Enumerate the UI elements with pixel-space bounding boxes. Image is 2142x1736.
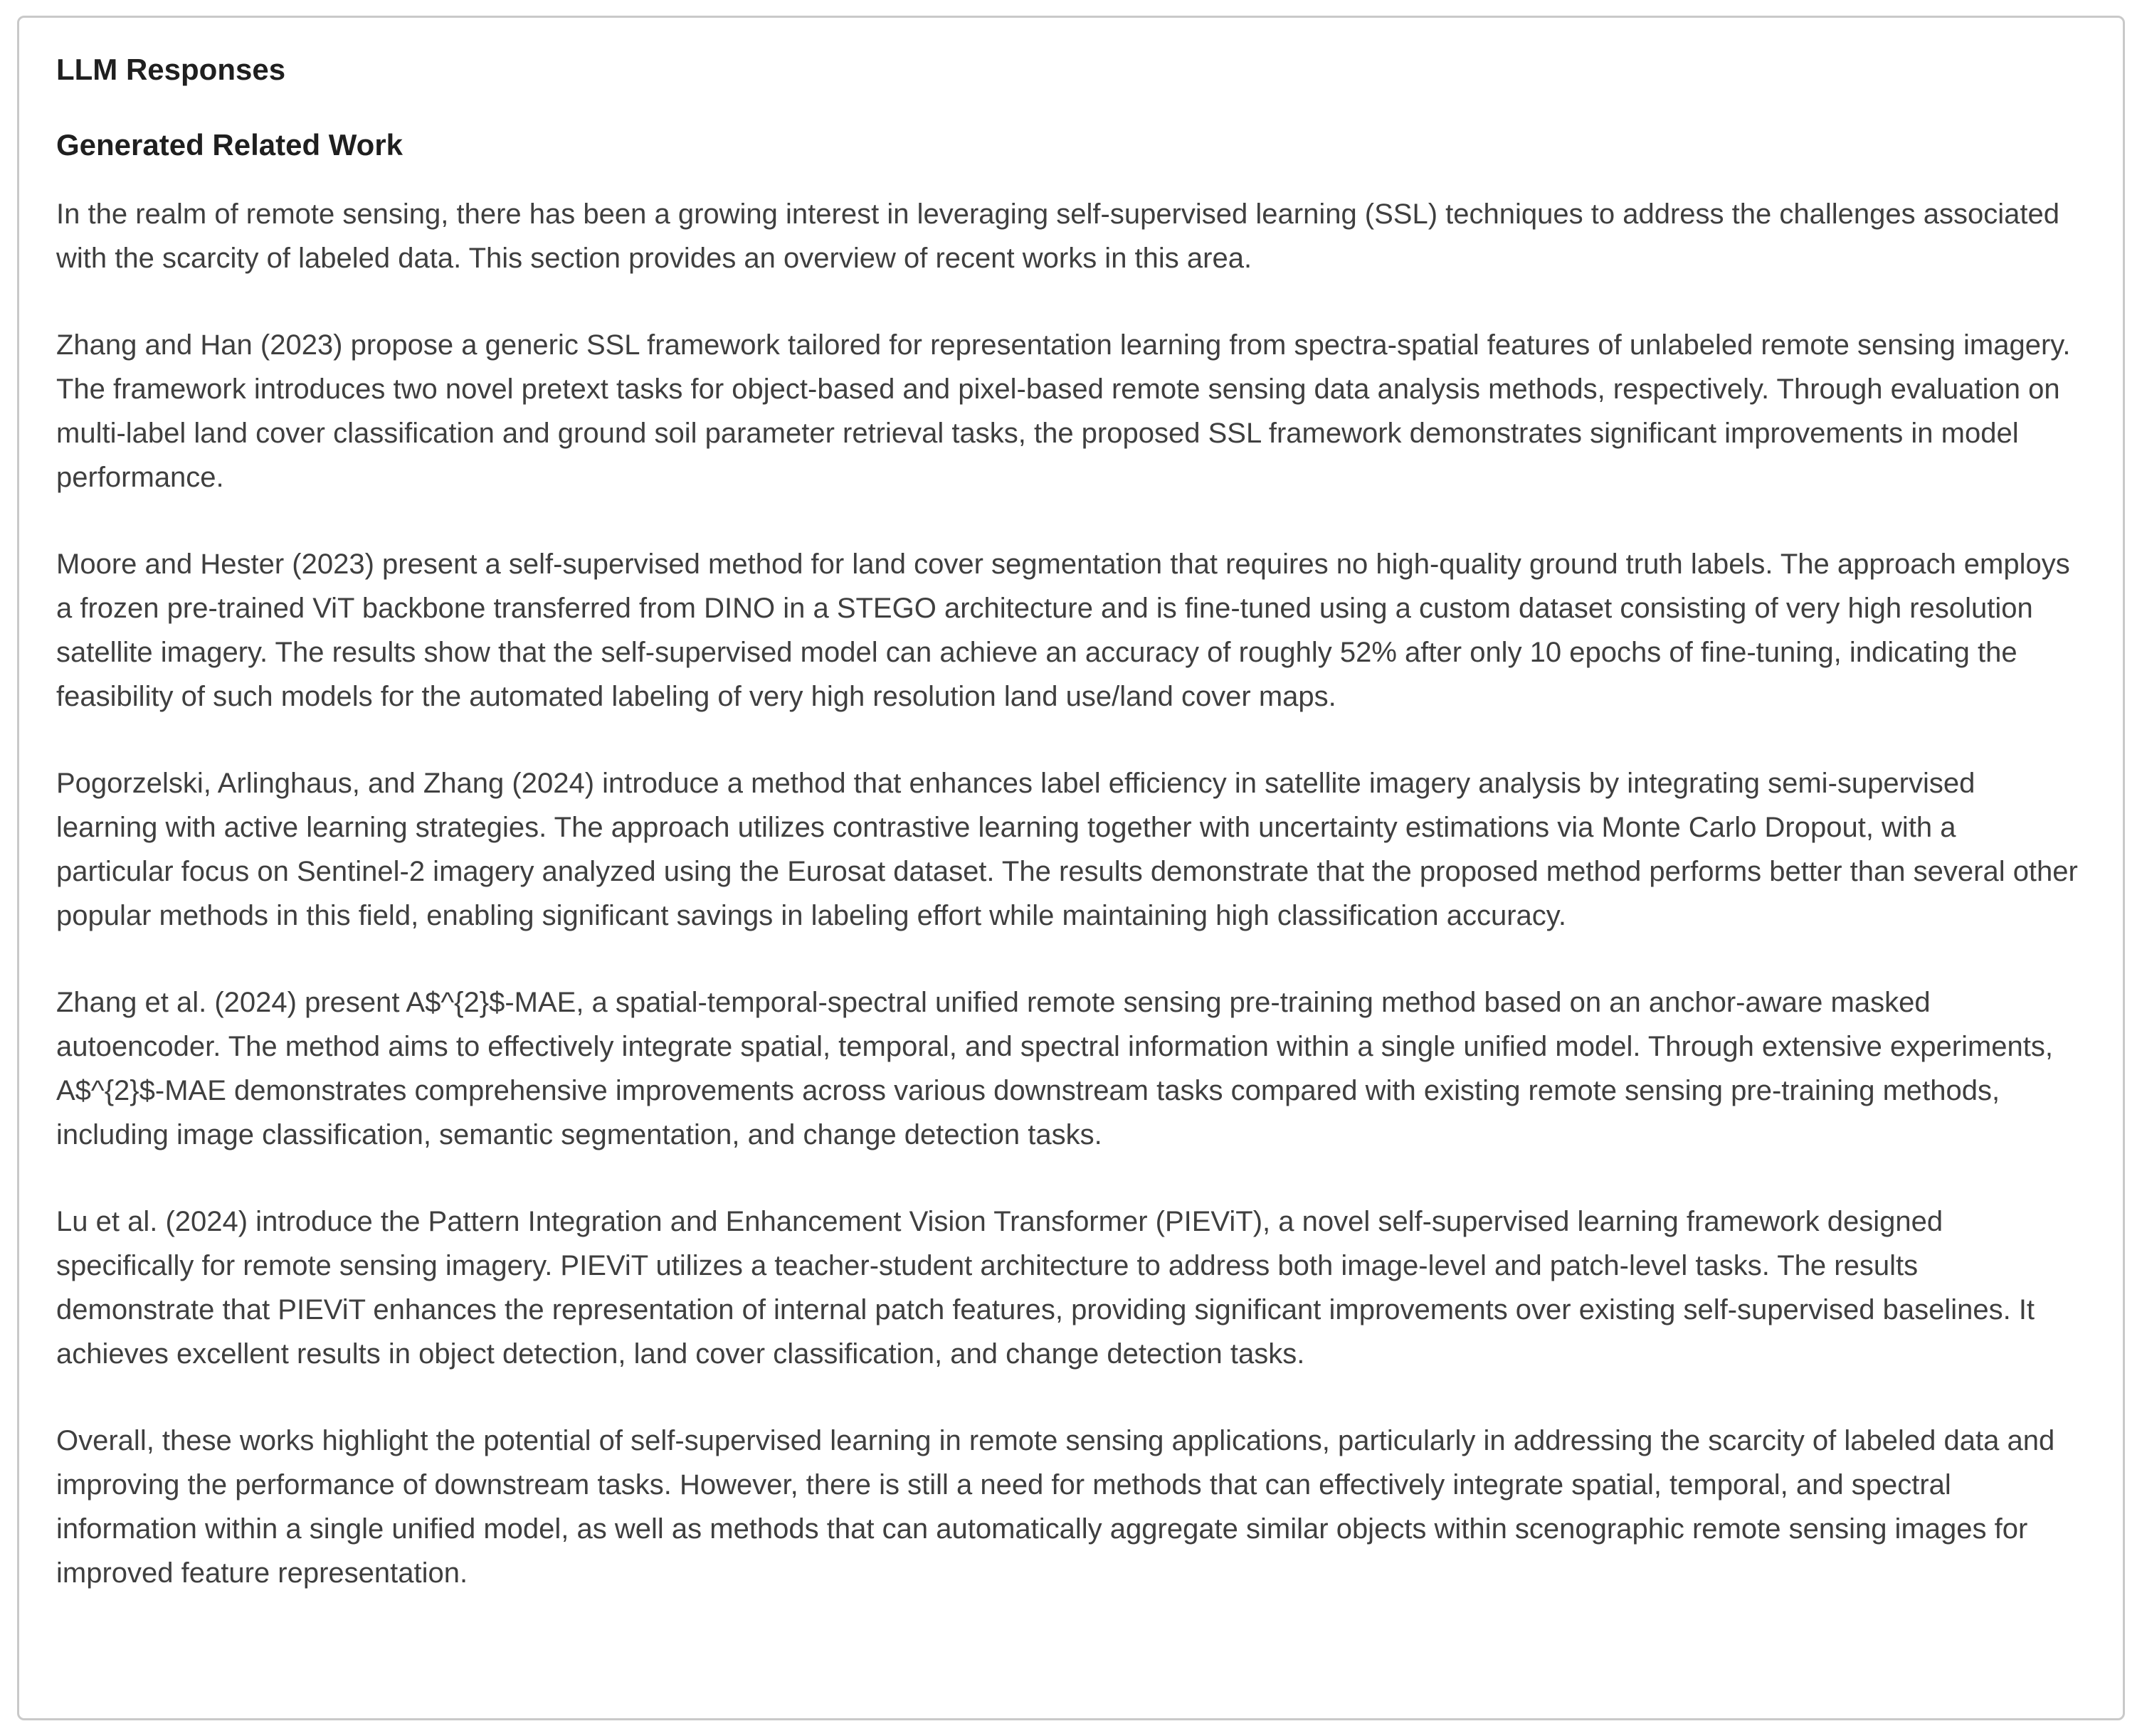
paragraph-conclusion: Overall, these works highlight the potential of self-supervised learning in remote sensing applications, particularly in addressing the scarcity of labeled data and improving the performance of downstream tasks. However, there is still a need for methods that can effectively integrate spatial, temporal, and spectral information within a single unified model, as well as methods that can automatically aggregate similar objects within scenographic remote sensing images for improved feature representation. — [56, 1424, 2055, 1589]
section-heading: Generated Related Work — [56, 128, 403, 162]
paragraph-moore-hester-2023: Moore and Hester (2023) present a self-supervised method for land cover segmentation that requires no high-quality ground truth labels. The approach employs a frozen pre-trained ViT backbone transferred from DINO in a STEGO architecture and is fine-tuned using a custom dataset consisting of very high resolution satellite imagery. The results show that the self-supervised model can achieve an accuracy of roughly 52% after only 10 epochs of fine-tuning, indicating the feasibility of such models for the automated labeling of very high resolution land use/land cover maps. — [56, 548, 2070, 712]
panel-title: LLM Responses — [56, 53, 286, 86]
paragraph-intro: In the realm of remote sensing, there has been a growing interest in leveraging self-supervised learning (SSL) techniques to address the challenges associated with the scarcity of labeled data. This section provides an overview of recent works in this area. — [56, 198, 2059, 274]
paragraph-zhang-2024-a2mae: Zhang et al. (2024) present A$^{2}$-MAE, a spatial-temporal-spectral unified remote sensing pre-training method based on an anchor-aware masked autoencoder. The method aims to effectively integrate spatial, temporal, and spectral information within a single unified model. Through extensive experiments, A$^{2}$-MAE demonstrates comprehensive improvements across various downstream tasks compared with existing remote sensing pre-training methods, including image classification, semantic segmentation, and change detection tasks. — [56, 986, 2054, 1150]
paragraph-zhang-han-2023: Zhang and Han (2023) propose a generic SSL framework tailored for representation learning from spectra-spatial features of unlabeled remote sensing imagery. The framework introduces two novel pretext tasks for object-based and pixel-based remote sensing data analysis methods, respectively. Through evaluation on multi-label land cover classification and ground soil parameter retrieval tasks, the proposed SSL framework demonstrates significant improvements in model performance. — [56, 329, 2071, 493]
llm-responses-panel — [17, 16, 2125, 1720]
paragraph-pogorzelski-2024: Pogorzelski, Arlinghaus, and Zhang (2024) introduce a method that enhances label efficiency in satellite imagery analysis by integrating semi-supervised learning with active learning strategies. The approach utilizes contrastive learning together with uncertainty estimations via Monte Carlo Dropout, with a particular focus on Sentinel-2 imagery analyzed using the Eurosat dataset. The results demonstrate that the proposed method performs better than several other popular methods in this field, enabling significant savings in labeling effort while maintaining high classification accuracy. — [56, 767, 2078, 931]
paragraph-lu-2024-pievit: Lu et al. (2024) introduce the Pattern Integration and Enhancement Vision Transformer (PIEViT), a novel self-supervised learning framework designed specifically for remote sensing imagery. PIEViT utilizes a teacher-student architecture to address both image-level and patch-level tasks. The results demonstrate that PIEViT enhances the representation of internal patch features, providing significant improvements over existing self-supervised baselines. It achieves excellent results in object detection, land cover classification, and change detection tasks. — [56, 1205, 2035, 1370]
